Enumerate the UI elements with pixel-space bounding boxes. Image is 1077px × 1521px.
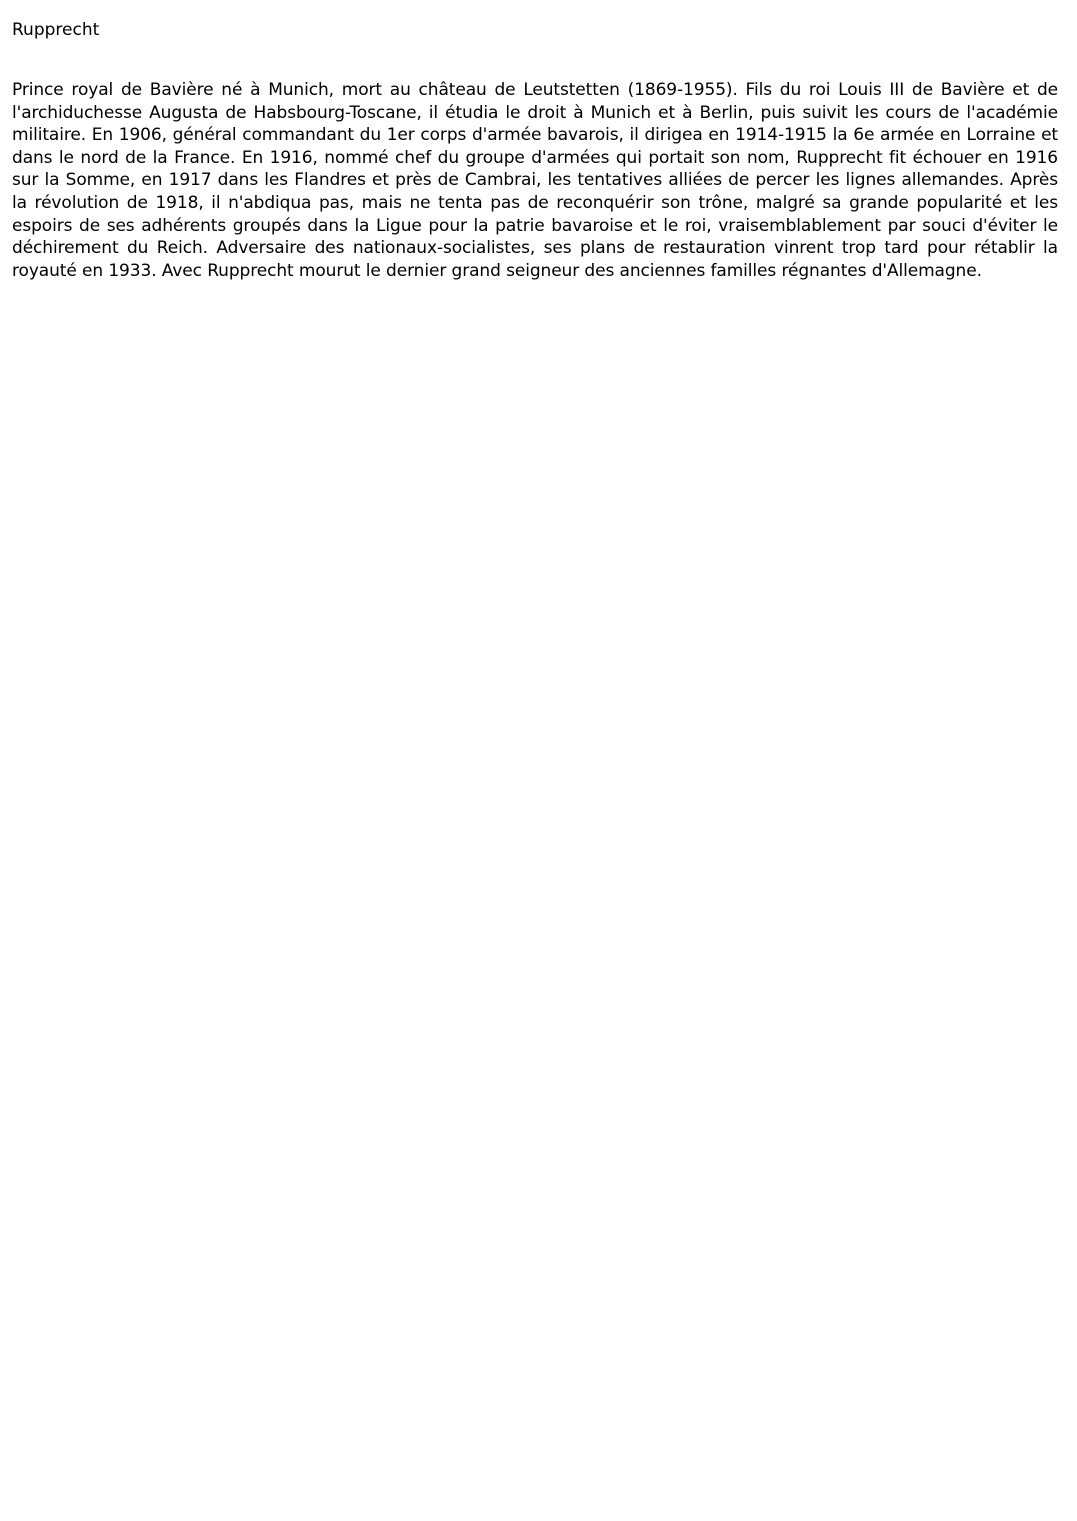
document-title: Rupprecht bbox=[12, 20, 100, 40]
document-paragraph: Prince royal de Bavière né à Munich, mort au château de Leutstetten (1869-1955). Fils du roi Louis III de Bavière et de l'archiduchesse Augusta de Habsbourg-Toscane, il étudia le droit à Munich et à Berlin, puis suivit les cours de l'académie militaire. En 1906, général commandant du 1er corps d'armée bavarois, il dirigea en 1914-1915 la 6e armée en Lorraine et dans le nord de la France. En 1916, nommé chef du groupe d'armées qui portait son nom, Rupprecht fit échouer en 1916 sur la Somme, en 1917 dans les Flandres et près de Cambrai, les tentatives alliées de percer les lignes allemandes. Après la révolution de 1918, il n'abdiqua pas, mais ne tenta pas de reconquérir son trône, malgré sa grande popularité et les espoirs de ses adhérents groupés dans la Ligue pour la patrie bavaroise et le roi, vraisemblablement par souci d'éviter le déchirement du Reich. Adversaire des nationaux-socialistes, ses plans de restauration vinrent trop tard pour rétablir la royauté en 1933. Avec Rupprecht mourut le dernier grand seigneur des anciennes familles régnantes d'Allemagne. bbox=[12, 80, 1058, 281]
document-page bbox=[12, 0, 1058, 282]
